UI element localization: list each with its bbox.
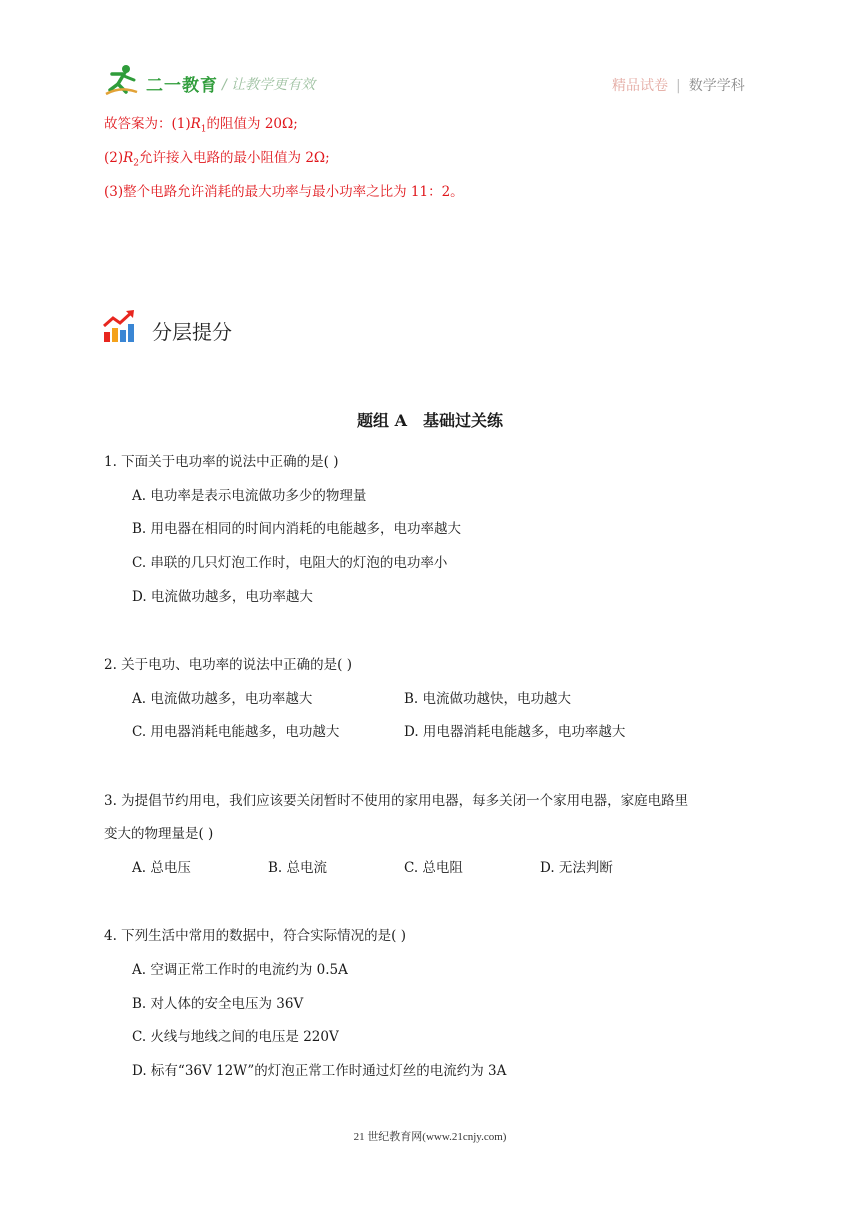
question-4-option-a: A. 空调正常工作时的电流约为 0.5A (132, 962, 348, 978)
question-2-option-c: C. 用电器消耗电能越多，电功越大 (132, 724, 340, 740)
question-3-option-c: C. 总电阻 (404, 860, 463, 876)
question-1-option-b: B. 用电器在相同的时间内消耗的电能越多，电功率越大 (132, 521, 462, 537)
logo-text: 二一教育 (146, 76, 218, 96)
r2-var: R (123, 150, 134, 166)
answer-line-2-suffix: 允许接入电路的最小阻值为 2Ω; (139, 150, 330, 166)
group-title: 题组 A 基础过关练 (357, 411, 503, 430)
growth-chart-icon (102, 308, 138, 344)
section-title: 分层提分 (152, 320, 232, 344)
r1-sub: 1 (200, 124, 207, 135)
premium-label: 精品试卷 (612, 78, 668, 94)
answer-line-2 (104, 146, 330, 169)
answer-line-3: (3)整个电路允许消耗的最大功率与最小功率之比为 11：2。 (104, 184, 464, 200)
question-2-stem: 2. 关于电功、电功率的说法中正确的是( ) (104, 657, 352, 673)
header-separator: | (676, 78, 681, 94)
question-3-option-a: A. 总电压 (132, 860, 191, 876)
answer-line-1 (104, 112, 298, 135)
question-2-option-a: A. 电流做功越多，电功率越大 (132, 691, 313, 707)
question-3-option-b: B. 总电流 (268, 860, 328, 876)
question-4-option-b: B. 对人体的安全电压为 36V (132, 996, 304, 1012)
question-4-option-d: D. 标有“36V 12W”的灯泡正常工作时通过灯丝的电流约为 3A (132, 1063, 507, 1079)
answer-line-2-prefix: (2) (104, 150, 124, 166)
subject-label: 数学学科 (688, 78, 745, 94)
question-1-option-c: C. 串联的几只灯泡工作时，电阻大的灯泡的电功率小 (132, 555, 448, 571)
question-3-stem-line-2: 变大的物理量是( ) (104, 826, 214, 842)
question-1-stem: 1. 下面关于电功率的说法中正确的是( ) (104, 454, 339, 470)
header-right (612, 75, 745, 95)
question-4-stem: 4. 下列生活中常用的数据中，符合实际情况的是( ) (104, 928, 406, 944)
answer-line-1-suffix: 的阻值为 20Ω; (206, 116, 298, 132)
r1-var: R (190, 116, 201, 132)
r2-sub: 2 (133, 158, 140, 169)
footer-source: 21 世纪教育网(www.21cnjy.com) (353, 1131, 507, 1143)
slogan: / 让教学更有效 (222, 77, 316, 93)
question-3-stem-line-1: 3. 为提倡节约用电，我们应该要关闭暂时不使用的家用电器，每多关闭一个家用电器，家庭电路里 (104, 793, 689, 809)
answer-line-1-prefix: 故答案为：(1) (104, 116, 191, 132)
question-2-option-d: D. 用电器消耗电能越多，电功率越大 (404, 724, 626, 740)
question-3-option-d: D. 无法判断 (540, 860, 613, 876)
runner-logo-icon (104, 64, 138, 96)
question-1-option-a: A. 电功率是表示电流做功多少的物理量 (132, 488, 367, 504)
question-1-option-d: D. 电流做功越多，电功率越大 (132, 589, 313, 605)
question-4-option-c: C. 火线与地线之间的电压是 220V (132, 1029, 339, 1045)
question-2-option-b: B. 电流做功越快，电功越大 (404, 691, 572, 707)
